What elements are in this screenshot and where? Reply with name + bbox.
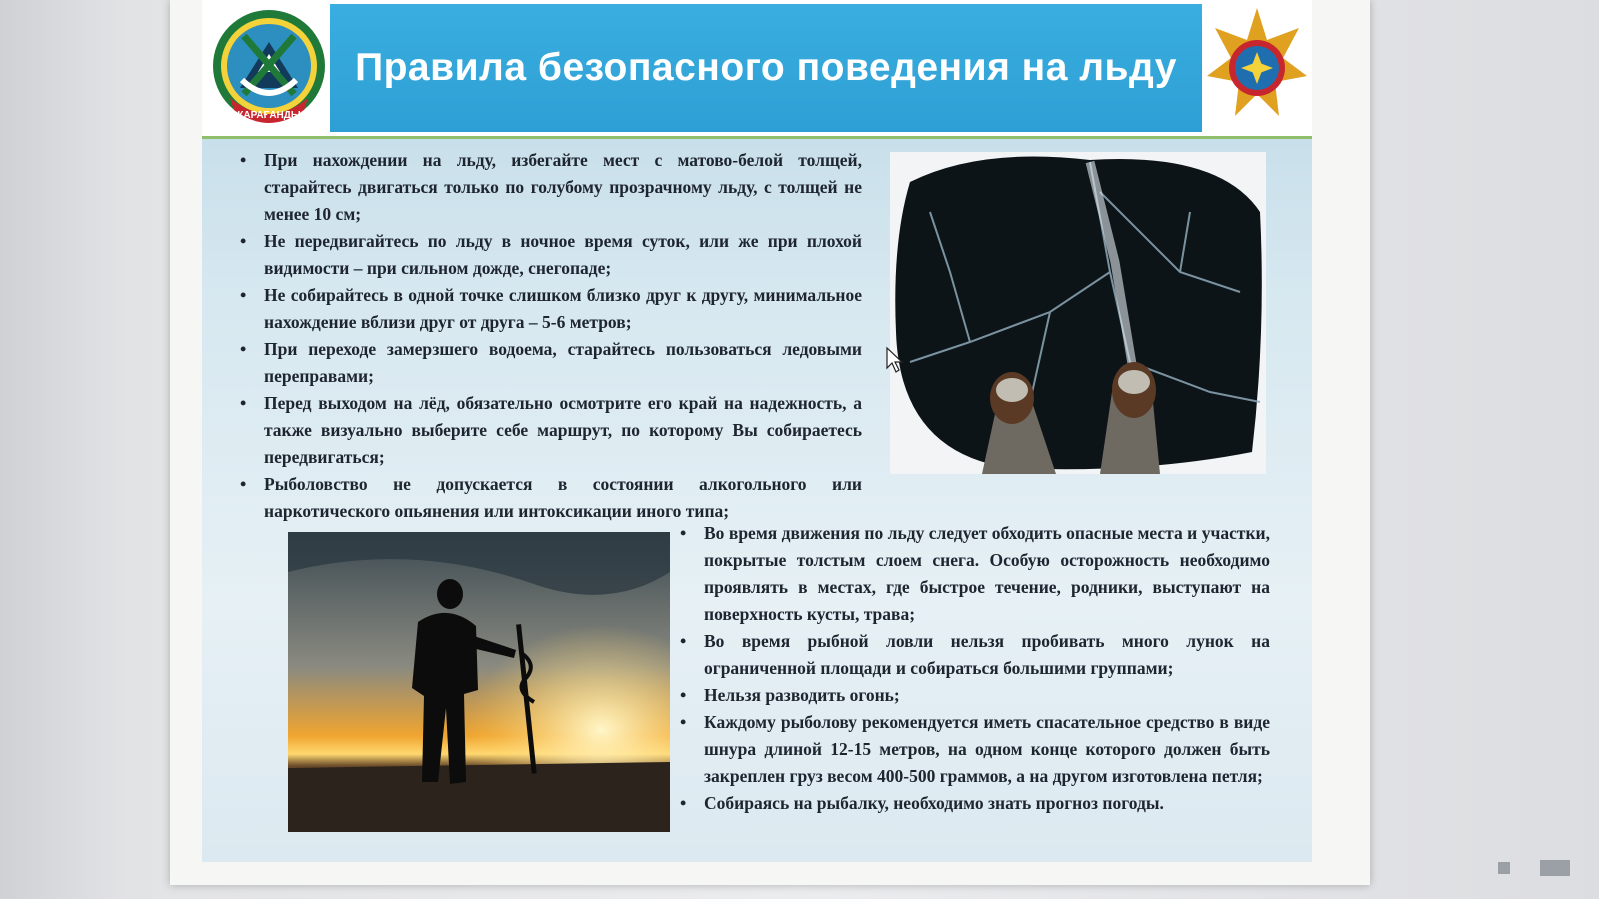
karaganda-coat-of-arms-icon [210,2,328,132]
list-item: • Нельзя разводить огонь; [674,682,1270,709]
ice-fisherman-sunset-photo [288,532,670,832]
list-item: • Каждому рыболову рекомендуется иметь спасательное средство в виде шнура длиной 12-15 метров, на одном конце которого должен быть закреплен груз весом 400-500 граммов, а на другом изготовлена петля; [674,709,1270,790]
list-item: • Во время движения по льду следует обходить опасные места и участки, покрытые толстым слоем снега. Особую осторожность необходимо проявлять в местах, где быстрое течение, родники, выступают на поверхность кусты, трава; [674,520,1270,628]
list-item: • При переходе замерзшего водоема, старайтесь пользоваться ледовыми переправами; [234,336,862,390]
list-item: • При нахождении на льду, избегайте мест с матово-белой толщей, старайтесь двигаться только по голубому прозрачному льду, с толщей не менее 10 см; [234,147,862,228]
emblem-caption: ҚАРАҒАНДЫ [237,110,301,121]
view-mode-icons[interactable] [1496,858,1576,878]
cracked-ice-photo [890,152,1266,474]
slide-title: Правила безопасного поведения на льду [355,46,1177,89]
emergency-service-star-icon [1205,4,1309,132]
list-item: • Рыболовство не допускается в состоянии алкогольного или наркотического опьянения или интоксикации иного типа; [234,471,862,525]
list-item: • Не передвигайтесь по льду в ночное время суток, или же при плохой видимости – при сильном дожде, снегопаде; [234,228,862,282]
list-item: • Во время рыбной ловли нельзя пробивать много лунок на ограниченной площади и собираться большими группами; [674,628,1270,682]
slide-header [202,0,1312,139]
title-band [330,4,1202,132]
safety-rules-list-bottom [674,520,1270,817]
mouse-cursor-icon [884,346,906,374]
list-item: • Собираясь на рыбалку, необходимо знать прогноз погоды. [674,790,1270,817]
safety-rules-list-top [234,147,862,525]
list-item: • Перед выходом на лёд, обязательно осмотрите его край на надежность, а также визуально выберите себе маршрут, по которому Вы собираетесь передвигаться; [234,390,862,471]
slide [202,0,1312,862]
list-item: • Не собирайтесь в одной точке слишком близко друг к другу, минимальное нахождение вблизи друг от друга – 5-6 метров; [234,282,862,336]
